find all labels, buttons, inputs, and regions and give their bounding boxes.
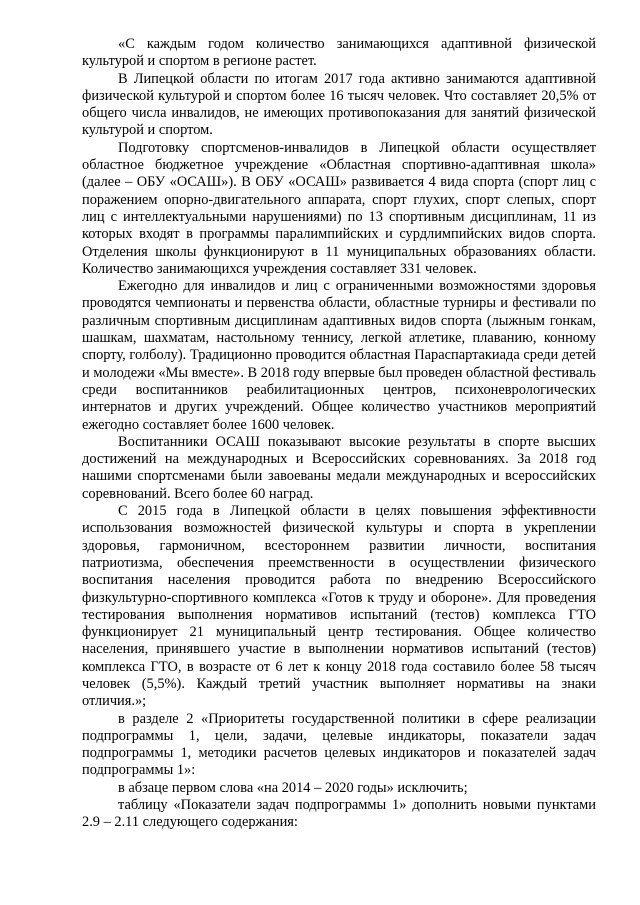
paragraph-gto-complex: С 2015 года в Липецкой области в целях повышения эффективности использования возможностей физической культуры и спорта в укреплении здоровья, гармоничном, всестороннем развитии личности, воспитания патриотизма, обеспечения преемственности в осуществлении физического воспитания населения проводится работа по внедрению Всероссийского физкультурно-спортивного комплекса «Готов к труду и обороне». Для проведения тестирования выполнения нормативов испытаний (тестов) комплекса ГТО функционирует 21 муниципальный центр тестирования. Общее количество населения, принявшего участие в выполнении нормативов испытаний (тестов) комплекса ГТО, в возрасте от 6 лет к концу 2018 года составило более 58 тысяч человек (5,5%). Каждый третий участник выполняет нормативы на знаки отличия.»; <box>82 503 596 710</box>
paragraph-growth-intro: «С каждым годом количество занимающихся адаптивной физической культурой и спортом в регионе растет. <box>82 36 596 70</box>
paragraph-lipetsk-statistics: В Липецкой области по итогам 2017 года активно занимаются адаптивной физической культурой и спортом более 16 тысяч человек. Что составляет 20,5% от общего числа инвалидов, не имеющих противопоказания для занятий физической культурой и спортом. <box>82 70 596 139</box>
paragraph-annual-competitions: Ежегодно для инвалидов и лиц с ограниченными возможностями здоровья проводятся чемпионаты и первенства области, областные турниры и фестивали по различным спортивным дисциплинам адаптивных видов спорта (лыжным гонкам, шашкам, шахматам, настольному теннису, легкой атлетике, плаванию, конному спорту, голболу). Традиционно проводится областная Параспартакиада среди детей и молодежи «Мы вместе». В 2018 году впервые был проведен областной фестиваль среди воспитанников реабилитационных центров, психоневрологических интернатов и других учреждений. Общее количество участников мероприятий ежегодно составляет более 1600 человек. <box>82 278 596 433</box>
paragraph-osash-training: Подготовку спортсменов-инвалидов в Липецкой области осуществляет областное бюджетное учреждение «Областная спортивно-адаптивная школа» (далее – ОБУ «ОСАШ»). В ОБУ «ОСАШ» развивается 4 вида спорта (спорт лиц с поражением опорно-двигательного аппарата, спорт глухих, спорт слепых, спорт лиц с интеллектуальными нарушениями) по 13 спортивным дисциплинам, 11 из которых входят в программы паралимпийских и сурдлимпийских видов спорта. Отделения школы функционируют в 11 муниципальных образованиях области. Количество занимающихся учреждения составляет 331 человек. <box>82 139 596 277</box>
paragraph-table-amendment: таблицу «Показатели задач подпрограммы 1» дополнить новыми пунктами 2.9 – 2.11 следующего содержания: <box>82 797 596 831</box>
paragraph-osash-results: Воспитанники ОСАШ показывают высокие результаты в спорте высших достижений на международных и Всероссийских соревнованиях. За 2018 год нашими спортсменами были завоеваны медали международных и всероссийских соревнований. Всего более 60 наград. <box>82 433 596 502</box>
paragraph-section-2-amendment: в разделе 2 «Приоритеты государственной политики в сфере реализации подпрограммы 1, цели, задачи, целевые индикаторы, показатели задач подпрограммы 1, методики расчетов целевых индикаторов и показателей задач подпрограммы 1»: <box>82 710 596 779</box>
paragraph-first-abzac-amendment: в абзаце первом слова «на 2014 – 2020 годы» исключить; <box>118 779 468 796</box>
document-page <box>82 36 596 832</box>
